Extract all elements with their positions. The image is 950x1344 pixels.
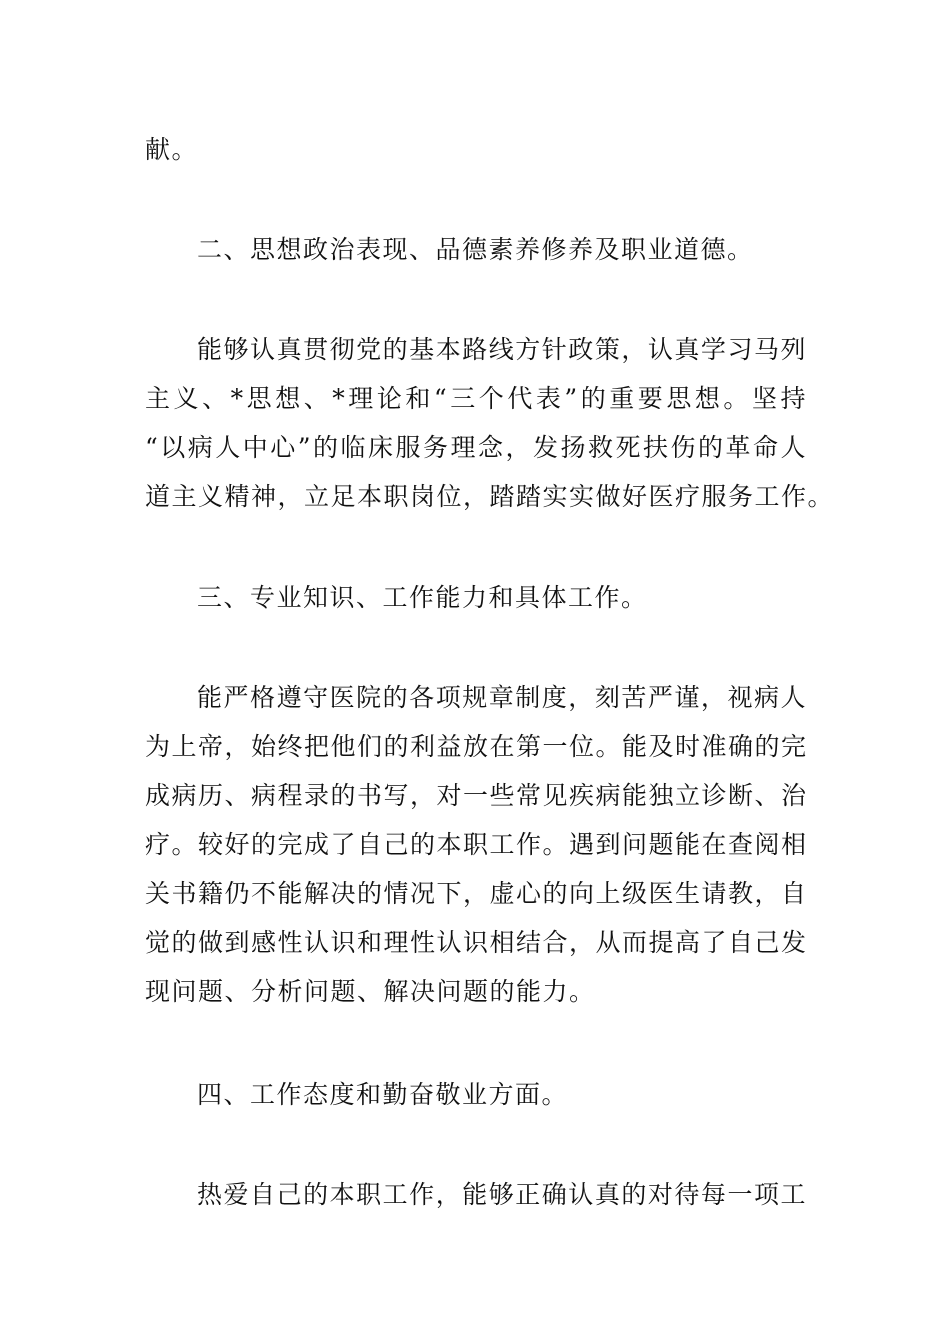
paragraph-line: 献。 xyxy=(145,135,199,164)
paragraph-line: 道主义精神，立足本职岗位，踏踏实实做好医疗服务工作。 xyxy=(145,482,835,511)
section-heading-text: 三、专业知识、工作能力和具体工作。 xyxy=(197,583,648,612)
paragraph-line: 能严格遵守医院的各项规章制度，刻苦严谨，视病人 xyxy=(197,683,807,712)
paragraph-work-attitude xyxy=(145,1170,807,1219)
paragraph-line: 疗。较好的完成了自己的本职工作。遇到问题能在查阅相 xyxy=(145,830,808,859)
paragraph-line: 觉的做到感性认识和理性认识相结合，从而提高了自己发 xyxy=(145,928,808,957)
paragraph-line: “以病人中心”的临床服务理念，发扬救死扶伤的革命人 xyxy=(145,433,807,462)
section-heading-2 xyxy=(145,225,807,274)
section-heading-text: 四、工作态度和勤奋敬业方面。 xyxy=(197,1080,569,1109)
section-heading-text: 二、思想政治表现、品德素养修养及职业道德。 xyxy=(197,235,754,264)
paragraph-line: 成病历、病程录的书写，对一些常见疾病能独立诊断、治 xyxy=(145,781,808,810)
section-heading-4 xyxy=(145,1070,807,1119)
section-heading-3 xyxy=(145,573,807,622)
paragraph-line: 能够认真贯彻党的基本路线方针政策，认真学习马列 xyxy=(197,335,807,364)
paragraph-line: 主义、*思想、*理论和“三个代表”的重要思想。坚持 xyxy=(145,384,807,413)
paragraph-line: 热爱自己的本职工作，能够正确认真的对待每一项工 xyxy=(197,1180,807,1209)
paragraph-line: 现问题、分析问题、解决问题的能力。 xyxy=(145,977,596,1006)
paragraph-professional-work xyxy=(145,673,807,1016)
paragraph-continuation xyxy=(145,125,807,174)
paragraph-line: 为上帝，始终把他们的利益放在第一位。能及时准确的完 xyxy=(145,732,808,761)
paragraph-line: 关书籍仍不能解决的情况下，虚心的向上级医生请教，自 xyxy=(145,879,808,908)
paragraph-political-performance xyxy=(145,325,835,521)
